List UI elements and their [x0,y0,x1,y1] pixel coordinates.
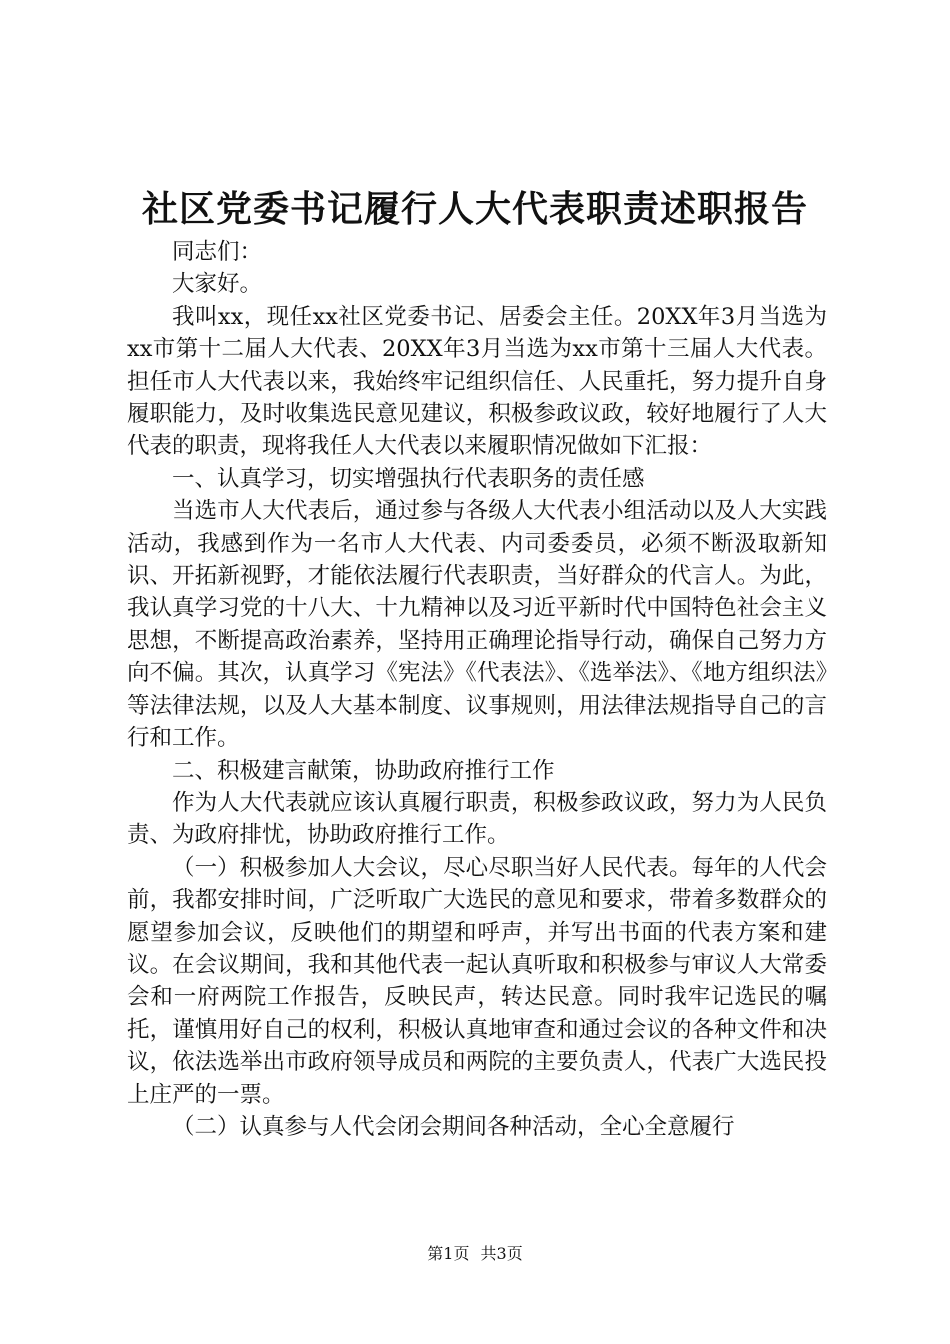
document-body [127,236,827,1143]
salutation: 大家好。 [172,271,263,298]
page-number: 第1页 [427,1244,470,1263]
intro-paragraph: 我叫xx，现任xx社区党委书记、居委会主任。20XX年3月当选为xx市第十二届人大代表、20XX年3月当选为xx市第十三届人大代表。担任市人大代表以来，我始终牢记组织信任、人民重托，努力提升自身履职能力，及时收集选民意见建议，积极参政议政，较好地履行了人大代表的职责，现将我任人大代表以来履职情况做如下汇报： [127,303,827,460]
page-total: 共3页 [480,1244,523,1263]
section-2-intro-paragraph: 作为人大代表就应该认真履行职责，积极参政议政，努力为人民负责、为政府排忧，协助政府推行工作。 [127,789,827,849]
section-heading-2: 二、积极建言献策，协助政府推行工作 [172,757,555,784]
subsection-1-paragraph: （一）积极参加人大会议，尽心尽职当好人民代表。每年的人代会前，我都安排时间，广泛听取广大选民的意见和要求，带着多数群众的愿望参加会议，反映他们的期望和呼声，并写出书面的代表方案和建议。在会议期间，我和其他代表一起认真听取和积极参与审议人大常委会和一府两院工作报告，反映民声，转达民意。同时我牢记选民的嘱托，谨慎用好自己的权利，积极认真地审查和通过会议的各种文件和决议，依法选举出市政府领导成员和两院的主要负责人，代表广大选民投上庄严的一票。 [127,854,827,1108]
subsection-2-paragraph: （二）认真参与人代会闭会期间各种活动，全心全意履行 [172,1113,735,1140]
page-footer [0,1244,950,1264]
section-1-paragraph: 当选市人大代表后，通过参与各级人大代表小组活动以及人大实践活动，我感到作为一名市人大代表、内司委委员，必须不断汲取新知识、开拓新视野，才能依法履行代表职责，当好群众的代言人。为此，我认真学习党的十八大、十九精神以及习近平新时代中国特色社会主义思想，不断提高政治素养，坚持用正确理论指导行动，确保自己努力方向不偏。其次，认真学习《宪法》《代表法》、《选举法》、《地方组织法》等法律法规，以及人大基本制度、议事规则，用法律法规指导自己的言行和工作。 [127,498,827,752]
section-heading-1: 一、认真学习，切实增强执行代表职务的责任感 [172,465,645,492]
document-title: 社区党委书记履行人大代表职责述职报告 [141,188,808,230]
greeting: 同志们： [172,239,263,265]
